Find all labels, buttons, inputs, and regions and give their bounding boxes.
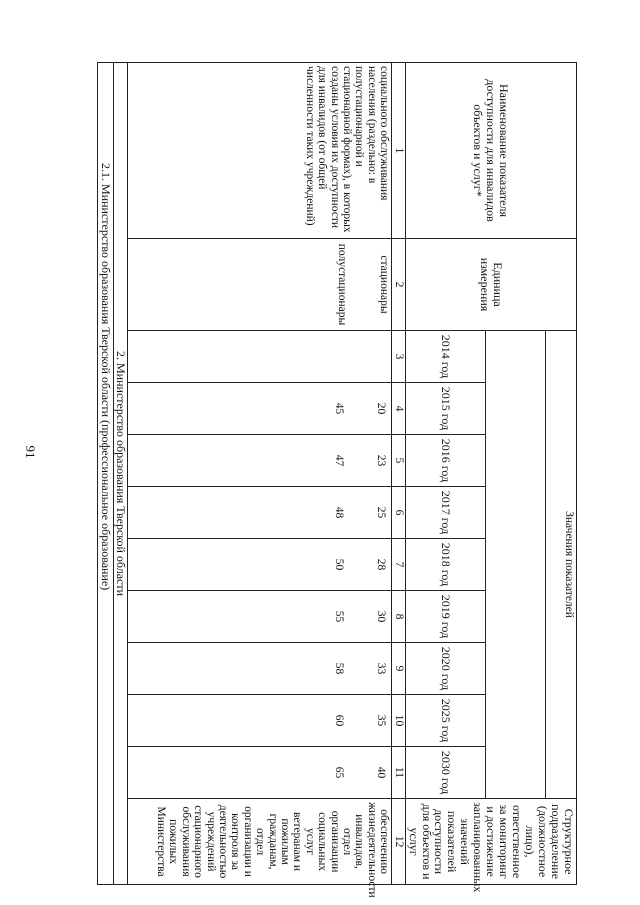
header-spacer — [485, 331, 545, 799]
unit-stationary: стационары — [378, 255, 391, 314]
value: 28 — [375, 558, 388, 571]
value-cell — [128, 331, 392, 383]
header-name: Наименование показателя доступности для инвалидов объектов и услуг* — [405, 63, 576, 239]
indicator-name: социального обслуживания населения (раздельно: в полустационарной и стационарной формах), в которых созданы условия их доступности для инвалидов (от общей численности таких учреждений) — [128, 63, 392, 239]
column-number: 6 — [392, 487, 405, 539]
value: 30 — [375, 610, 388, 623]
value: 25 — [375, 506, 388, 519]
column-number: 12 — [392, 799, 405, 885]
value-cell — [128, 747, 392, 799]
header-year: 2016 год — [405, 435, 485, 487]
column-number: 7 — [392, 539, 405, 591]
column-number: 5 — [392, 435, 405, 487]
header-year: 2017 год — [405, 487, 485, 539]
value: 23 — [375, 454, 388, 467]
value: 33 — [375, 662, 388, 675]
header-year: 2018 год — [405, 539, 485, 591]
column-number: 3 — [392, 331, 405, 383]
value: 48 — [333, 506, 346, 519]
value-cell — [128, 435, 392, 487]
indicators-table — [97, 62, 577, 898]
header-values-group: Значения показателей — [546, 331, 577, 799]
value: 20 — [375, 402, 388, 415]
value: 45 — [333, 402, 346, 415]
value-cell — [128, 695, 392, 747]
column-number: 1 — [392, 63, 405, 239]
value-cell — [128, 591, 392, 643]
header-year: 2015 год — [405, 383, 485, 435]
value: 47 — [333, 454, 346, 467]
value: 60 — [333, 714, 346, 727]
header-year: 2030 год — [405, 747, 485, 799]
value-cell — [128, 487, 392, 539]
value — [345, 334, 387, 379]
column-number: 9 — [392, 643, 405, 695]
column-number: 11 — [392, 747, 405, 799]
column-number: 8 — [392, 591, 405, 643]
section-title: 2. Министерство образования Тверской области — [114, 63, 128, 885]
value-cell — [128, 539, 392, 591]
value: 40 — [375, 766, 388, 779]
value-cell — [128, 643, 392, 695]
header-unit: Единица измерения — [405, 239, 576, 331]
header-year: 2020 год — [405, 643, 485, 695]
rotated-table-container — [83, 62, 577, 898]
column-number: 4 — [392, 383, 405, 435]
value: 35 — [375, 714, 388, 727]
header-year: 2019 год — [405, 591, 485, 643]
column-number: 10 — [392, 695, 405, 747]
value: 58 — [333, 662, 346, 675]
subsection-title: 2.1. Министерство образования Тверской области (профессиональное образование) — [98, 63, 114, 885]
header-year: 2025 год — [405, 695, 485, 747]
value: 55 — [333, 610, 346, 623]
responsible-cell: обеспечению жизнедеятельности инвалидов, отдел организации социальных услуг ветеранам и пожилым гражданам, отдел организации и контроля за деятельностью учреждений стационарного обслуживания пожилых Министерства — [128, 799, 392, 885]
header-responsible: Структурное подразделение (должностное лицо), ответственное за мониторинг и достижение запланированных значений показателей доступности для объектов и услуг — [405, 799, 576, 885]
column-number: 2 — [392, 239, 405, 331]
value-cell — [128, 383, 392, 435]
value: 65 — [333, 766, 346, 779]
value: 50 — [333, 558, 346, 571]
table-row — [128, 63, 392, 885]
header-year: 2014 год — [405, 331, 485, 383]
unit-cell — [128, 239, 392, 331]
page-number: 91 — [23, 445, 38, 459]
unit-semistationary: полустационары — [336, 243, 349, 326]
